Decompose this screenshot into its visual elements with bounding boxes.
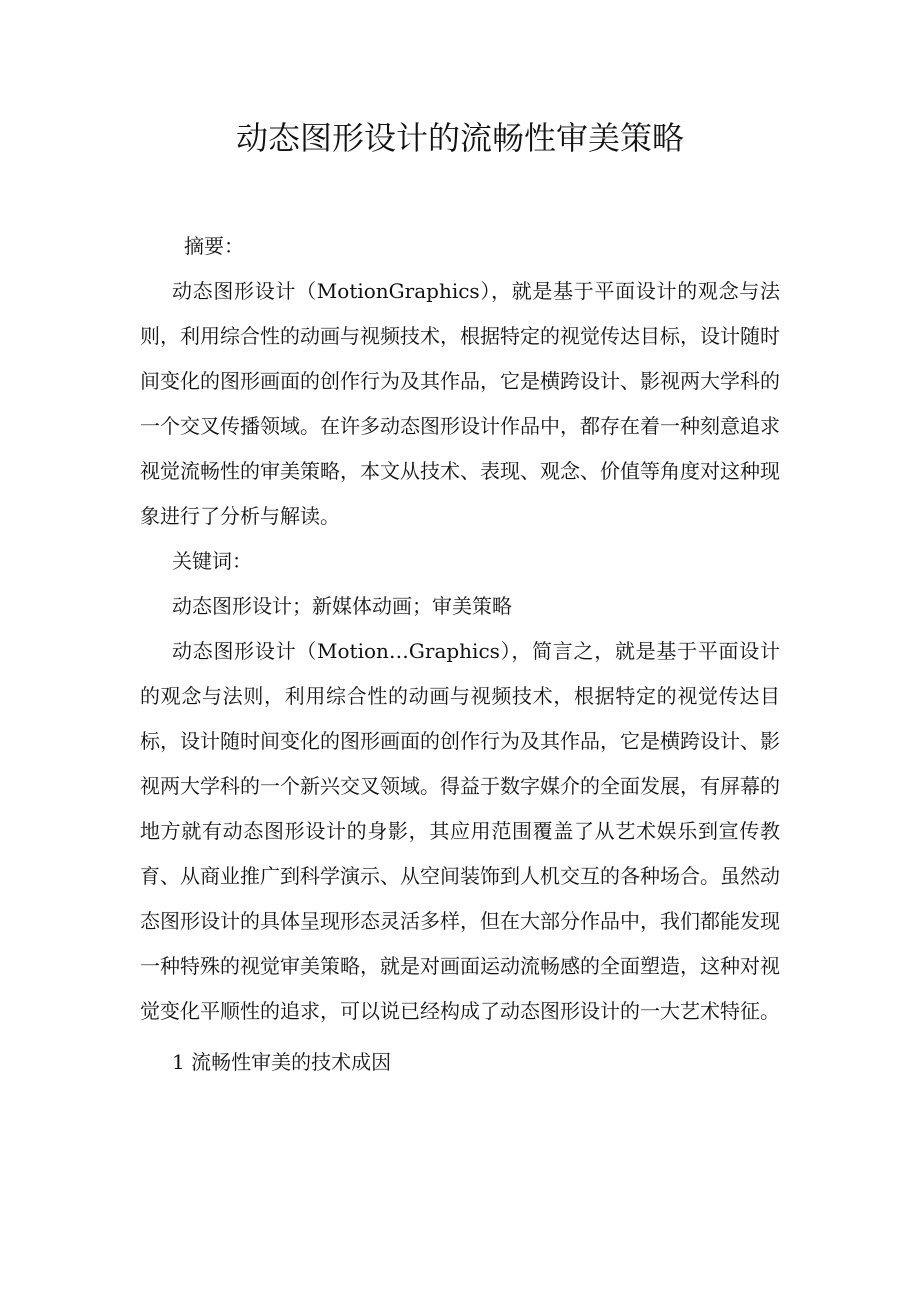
keywords-text: 动态图形设计；新媒体动画；审美策略 [172,594,512,618]
abstract-heading: 摘要： [184,234,244,258]
body-paragraph: 动态图形设计（Motion…Graphics），简言之，就是基于平面设计的观念与法则，利用综合性的动画与视频技术，根据特定的视觉传达目标，设计随时间变化的图形画面的创作行为及其作品，它是横跨设计、影视两大学科的一个新兴交叉领域。得益于数字媒介的全面发展，有屏幕的地方就有动态图形设计的身影，其应用范围覆盖了从艺术娱乐到宣传教育、从商业推广到科学演示、从空间装饰到人机交互的各种场合。虽然动态图形设计的具体呈现形态灵活多样，但在大部分作品中，我们都能发现一种特殊的视觉审美策略，就是对画面运动流畅感的全面塑造，这种对视觉变化平顺性的追求，可以说已经构成了动态图形设计的一大艺术特征。 [140,639,780,1023]
keywords-heading: 关键词： [172,549,252,573]
abstract-text: 动态图形设计（MotionGraphics），就是基于平面设计的观念与法则，利用综合性的动画与视频技术，根据特定的视觉传达目标，设计随时间变化的图形画面的创作行为及其作品，它是横跨设计、影视两大学科的一个交叉传播领域。在许多动态图形设计作品中，都存在着一种刻意追求视觉流畅性的审美策略，本文从技术、表现、观念、价值等角度对这种现象进行了分析与解读。 [140,279,780,528]
document-body [140,224,780,1085]
document-title: 动态图形设计的流畅性审美策略 [235,119,684,157]
section-heading: 1 流畅性审美的技术成因 [172,1050,392,1074]
